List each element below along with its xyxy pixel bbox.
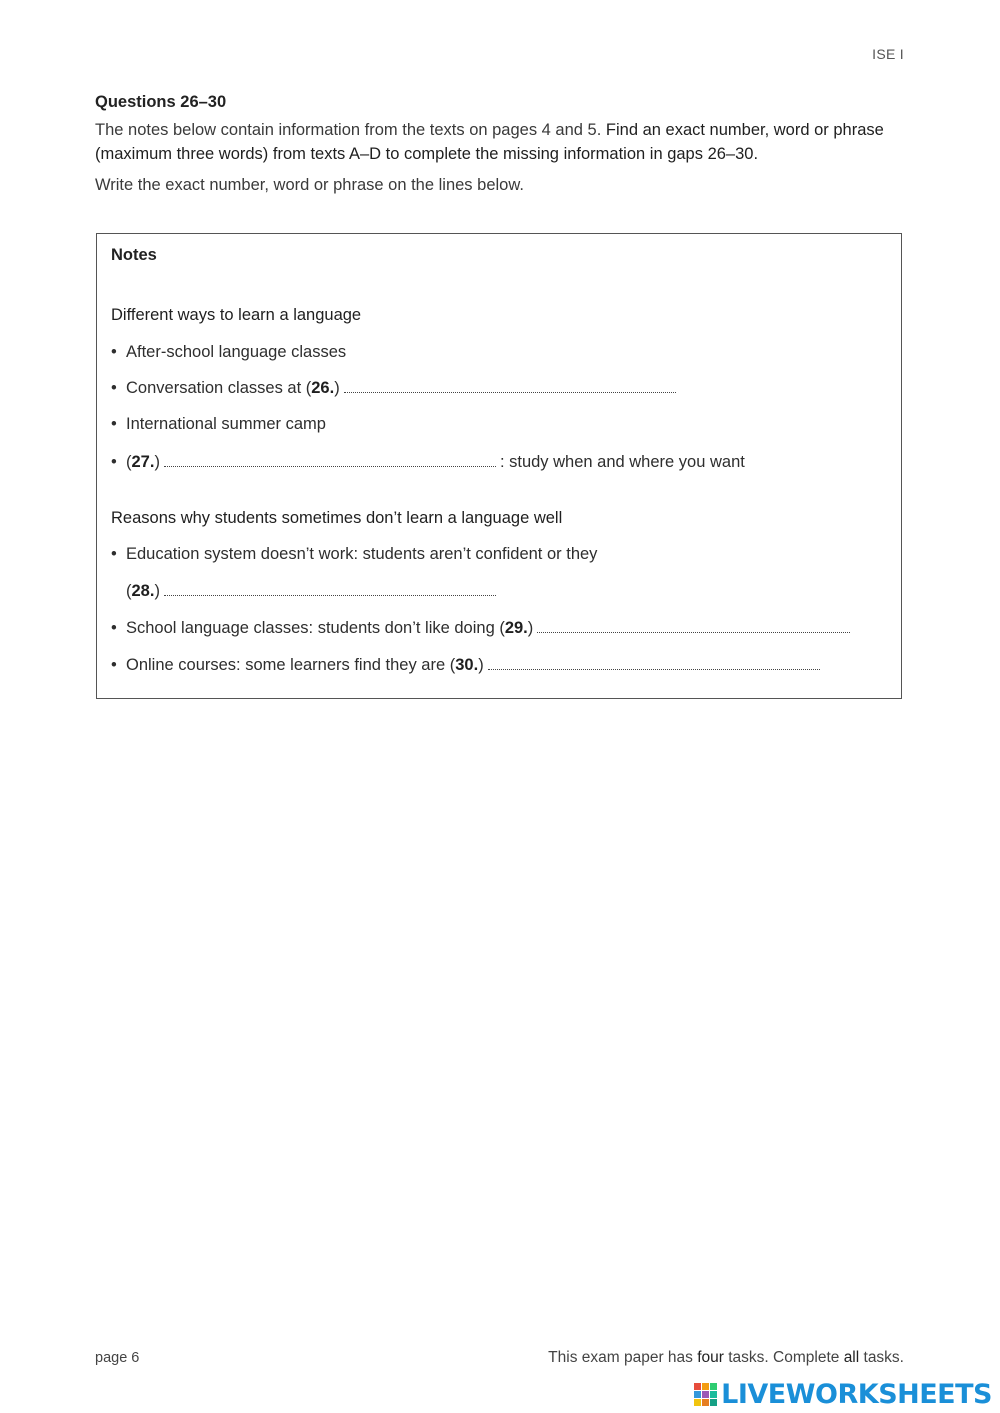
list-item bbox=[111, 415, 326, 434]
bullet: • bbox=[111, 656, 117, 674]
item-text: Online courses: some learners find they are ( bbox=[126, 656, 456, 674]
bullet: • bbox=[111, 415, 117, 433]
exam-level-code: ISE I bbox=[872, 46, 904, 62]
list-item-gap-27 bbox=[111, 453, 745, 472]
instruction-write: Write the exact number, word or phrase on the lines below. bbox=[95, 176, 524, 194]
gap-number: 29. bbox=[504, 619, 528, 637]
footer-text: tasks. Complete bbox=[723, 1349, 844, 1366]
footer-text: tasks. bbox=[859, 1349, 904, 1366]
item-text: Education system doesn’t work: students aren’t confident or they bbox=[126, 545, 598, 563]
gap-number: 28. bbox=[131, 582, 155, 600]
footer-note bbox=[548, 1349, 904, 1367]
bullet: • bbox=[111, 619, 117, 637]
item-text: Conversation classes at ( bbox=[126, 379, 312, 397]
paren: ) bbox=[478, 656, 484, 674]
instructions bbox=[95, 118, 905, 166]
footer-emph: four bbox=[697, 1349, 724, 1366]
gap-number: 27. bbox=[131, 453, 155, 471]
answer-line-29[interactable] bbox=[537, 631, 850, 633]
list-item bbox=[111, 343, 346, 362]
list-item-gap-26 bbox=[111, 379, 680, 398]
liveworksheets-brand[interactable] bbox=[694, 1378, 992, 1410]
item-text: : study when and where you want bbox=[499, 453, 745, 471]
gap-number: 26. bbox=[311, 379, 335, 397]
brand-name: LIVEWORKSHEETS bbox=[721, 1378, 992, 1410]
paren: ) bbox=[527, 619, 534, 637]
item-text: International summer camp bbox=[126, 415, 326, 433]
footer-text: This exam paper has bbox=[548, 1349, 698, 1366]
section-heading-reasons: Reasons why students sometimes don’t learn a language well bbox=[111, 509, 563, 527]
paren: ) bbox=[154, 453, 160, 471]
bullet: • bbox=[111, 379, 117, 397]
list-item-gap-28 bbox=[126, 582, 500, 601]
item-text: After-school language classes bbox=[126, 343, 347, 361]
bullet: • bbox=[111, 545, 117, 563]
paren: ( bbox=[126, 582, 132, 600]
item-text: School language classes: students don’t like doing ( bbox=[126, 619, 505, 637]
notes-box bbox=[96, 233, 902, 699]
paren: ) bbox=[334, 379, 340, 397]
gap-number: 30. bbox=[455, 656, 479, 674]
list-item-gap-29 bbox=[111, 619, 854, 638]
notes-title: Notes bbox=[111, 246, 157, 264]
bullet: • bbox=[111, 343, 117, 361]
instruction-plain: The notes below contain information from the texts on pages 4 and 5. bbox=[95, 121, 602, 139]
answer-line-30[interactable] bbox=[488, 668, 820, 670]
answer-line-27[interactable] bbox=[164, 465, 496, 467]
paren: ) bbox=[154, 582, 160, 600]
bullet: • bbox=[111, 453, 117, 471]
list-item-gap-30 bbox=[111, 656, 824, 675]
section-heading-ways: Different ways to learn a language bbox=[111, 306, 362, 324]
footer-emph: all bbox=[843, 1349, 860, 1366]
list-item bbox=[111, 545, 597, 564]
liveworksheets-logo-icon bbox=[694, 1383, 717, 1406]
questions-title: Questions 26–30 bbox=[95, 93, 227, 111]
answer-line-26[interactable] bbox=[344, 391, 676, 393]
answer-line-28[interactable] bbox=[164, 594, 496, 596]
page-number: page 6 bbox=[95, 1350, 140, 1366]
paren: ( bbox=[126, 453, 132, 471]
instruction-strong: Find an exact number, word or phrase (maximum three words) from texts A–D to complete the missing information in gaps 26–30. bbox=[95, 121, 884, 163]
